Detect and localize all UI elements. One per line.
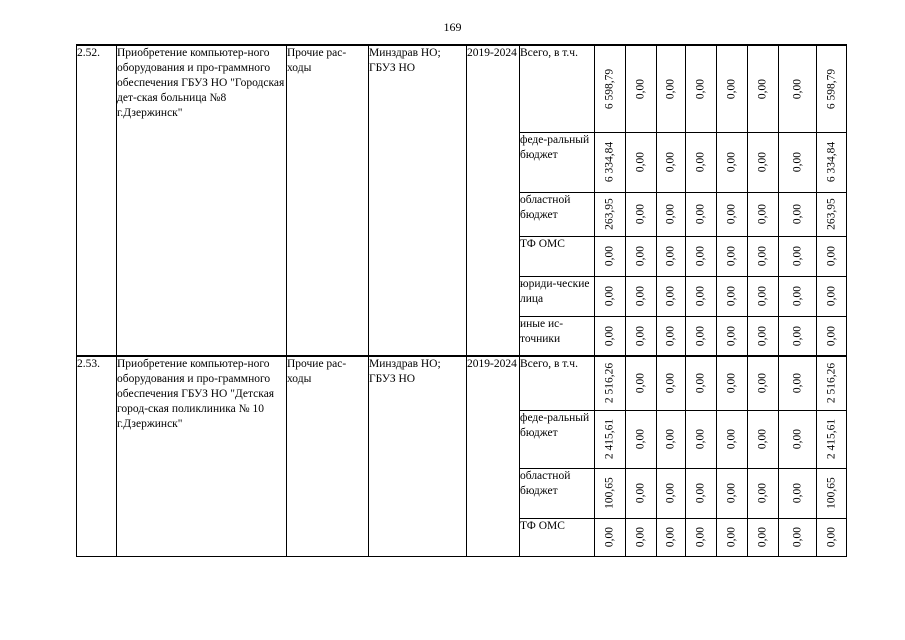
amount-value: 6 598,79 xyxy=(825,68,837,109)
amount-value: 0,00 xyxy=(825,526,837,548)
amount-value: 0,00 xyxy=(791,151,803,173)
amount-value: 263,95 xyxy=(603,198,616,230)
amount-value: 0,00 xyxy=(791,526,803,548)
amount-value: 0,00 xyxy=(791,78,803,99)
amount-value: 0,00 xyxy=(634,325,647,346)
amount-value: 0,00 xyxy=(725,373,738,394)
amount-value: 0,00 xyxy=(664,285,677,307)
amount-value: 0,00 xyxy=(694,325,707,346)
amount-value: 6 598,79 xyxy=(603,68,616,109)
amount-value: 0,00 xyxy=(664,203,677,225)
amount-cell xyxy=(595,236,626,276)
amount-value: 2 516,26 xyxy=(603,363,616,404)
amount-value: 0,00 xyxy=(756,373,769,394)
amount-cell xyxy=(748,132,779,192)
executor: Минздрав НО; ГБУЗ НО xyxy=(369,45,467,356)
amount-value: 0,00 xyxy=(634,373,647,394)
amount-cell xyxy=(717,192,748,236)
amount-cell xyxy=(717,410,748,468)
amount-cell xyxy=(686,192,717,236)
amount-value: 0,00 xyxy=(664,373,677,394)
amount-cell xyxy=(595,518,626,556)
amount-cell xyxy=(686,276,717,316)
amount-cell xyxy=(657,356,686,410)
amount-value: 0,00 xyxy=(634,482,647,504)
amount-value: 0,00 xyxy=(791,428,803,450)
amount-cell xyxy=(626,468,657,518)
amount-value: 0,00 xyxy=(725,285,738,307)
amount-cell xyxy=(717,45,748,132)
amount-value: 0,00 xyxy=(756,285,769,307)
page-number: 169 xyxy=(443,20,462,34)
amount-value: 0,00 xyxy=(725,325,738,346)
amount-cell xyxy=(779,468,817,518)
amount-value: 0,00 xyxy=(791,482,803,504)
amount-cell xyxy=(686,410,717,468)
amount-cell xyxy=(779,410,817,468)
amount-cell xyxy=(686,236,717,276)
amount-value: 0,00 xyxy=(694,373,707,394)
amount-cell xyxy=(686,518,717,556)
amount-value: 0,00 xyxy=(694,482,707,504)
amount-cell xyxy=(748,276,779,316)
amount-cell xyxy=(626,45,657,132)
amount-cell xyxy=(595,468,626,518)
amount-value: 0,00 xyxy=(603,245,616,267)
amount-cell xyxy=(686,316,717,356)
funding-source: иные ис-точники xyxy=(520,316,595,356)
amount-value: 2 415,61 xyxy=(603,418,616,460)
amount-cell xyxy=(779,45,817,132)
measure-name: Приобретение компьютер-ного оборудования и про-граммного обеспечения ГБУЗ НО "Городская дет-ская больница №8 г.Дзержинск" xyxy=(117,45,287,356)
amount-value: 0,00 xyxy=(664,482,677,504)
amount-cell xyxy=(686,356,717,410)
amount-value: 0,00 xyxy=(791,285,803,307)
amount-value: 0,00 xyxy=(725,245,738,267)
amount-cell xyxy=(626,410,657,468)
amount-cell xyxy=(626,192,657,236)
amount-value: 0,00 xyxy=(664,151,677,173)
amount-value: 0,00 xyxy=(694,203,707,225)
amount-cell xyxy=(817,132,847,192)
table-row xyxy=(77,45,847,132)
funding-source: ТФ ОМС xyxy=(520,236,595,276)
amount-value: 0,00 xyxy=(756,428,769,450)
amount-cell xyxy=(748,518,779,556)
amount-value: 0,00 xyxy=(756,203,769,225)
amount-cell xyxy=(686,45,717,132)
amount-value: 0,00 xyxy=(756,325,769,346)
amount-value: 0,00 xyxy=(825,285,837,307)
amount-cell xyxy=(626,518,657,556)
amount-value: 0,00 xyxy=(694,245,707,267)
executor: Минздрав НО; ГБУЗ НО xyxy=(369,356,467,556)
amount-cell xyxy=(686,132,717,192)
amount-cell xyxy=(626,236,657,276)
amount-value: 0,00 xyxy=(725,203,738,225)
amount-cell xyxy=(779,356,817,410)
amount-value: 0,00 xyxy=(634,245,647,267)
amount-value: 263,95 xyxy=(825,198,837,230)
amount-cell xyxy=(657,192,686,236)
amount-value: 0,00 xyxy=(756,526,769,548)
amount-cell xyxy=(717,356,748,410)
funding-source: юриди-ческие лица xyxy=(520,276,595,316)
expense-type: Прочие рас-ходы xyxy=(287,356,369,556)
amount-value: 0,00 xyxy=(694,151,707,173)
amount-value: 0,00 xyxy=(756,78,769,99)
amount-cell xyxy=(595,132,626,192)
amount-cell xyxy=(595,192,626,236)
amount-cell xyxy=(817,192,847,236)
amount-value: 0,00 xyxy=(664,78,677,99)
expense-type: Прочие рас-ходы xyxy=(287,45,369,356)
amount-value: 0,00 xyxy=(825,245,837,267)
amount-value: 0,00 xyxy=(694,78,707,99)
amount-cell xyxy=(748,192,779,236)
amount-value: 0,00 xyxy=(634,203,647,225)
amount-value: 0,00 xyxy=(694,526,707,548)
amount-cell xyxy=(748,316,779,356)
amount-cell xyxy=(595,45,626,132)
row-number: 2.52. xyxy=(77,45,117,356)
funding-source: областной бюджет xyxy=(520,468,595,518)
amount-cell xyxy=(817,518,847,556)
amount-value: 0,00 xyxy=(694,285,707,307)
funding-source: Всего, в т.ч. xyxy=(520,45,595,132)
amount-cell xyxy=(779,192,817,236)
amount-cell xyxy=(717,468,748,518)
period: 2019-2024 xyxy=(467,356,520,556)
budget-table xyxy=(76,44,847,557)
amount-value: 0,00 xyxy=(634,526,647,548)
funding-source: ТФ ОМС xyxy=(520,518,595,556)
amount-cell xyxy=(748,410,779,468)
amount-value: 0,00 xyxy=(634,285,647,307)
amount-cell xyxy=(817,316,847,356)
amount-cell xyxy=(657,276,686,316)
amount-cell xyxy=(657,236,686,276)
amount-value: 0,00 xyxy=(664,428,677,450)
amount-cell xyxy=(657,45,686,132)
amount-cell xyxy=(626,132,657,192)
amount-value: 0,00 xyxy=(791,245,803,267)
measure-name: Приобретение компьютер-ного оборудования и про-граммного обеспечения ГБУЗ НО "Детская город-ская поликлиника № 10 г.Дзержинск" xyxy=(117,356,287,556)
amount-cell xyxy=(657,132,686,192)
amount-cell xyxy=(717,276,748,316)
funding-source: Всего, в т.ч. xyxy=(520,356,595,410)
funding-source: феде-ральный бюджет xyxy=(520,410,595,468)
amount-value: 0,00 xyxy=(725,151,738,173)
amount-cell xyxy=(717,316,748,356)
period: 2019-2024 xyxy=(467,45,520,356)
amount-cell xyxy=(595,316,626,356)
amount-value: 6 334,84 xyxy=(825,141,837,183)
amount-cell xyxy=(717,518,748,556)
amount-cell xyxy=(748,356,779,410)
amount-cell xyxy=(595,410,626,468)
amount-cell xyxy=(657,410,686,468)
amount-cell xyxy=(817,356,847,410)
amount-value: 0,00 xyxy=(791,203,803,225)
amount-cell xyxy=(817,236,847,276)
amount-value: 0,00 xyxy=(791,325,803,346)
amount-value: 0,00 xyxy=(825,325,837,346)
amount-cell xyxy=(657,518,686,556)
amount-value: 6 334,84 xyxy=(603,141,616,183)
amount-cell xyxy=(817,45,847,132)
amount-cell xyxy=(779,236,817,276)
amount-value: 0,00 xyxy=(634,151,647,173)
amount-value: 0,00 xyxy=(694,428,707,450)
amount-cell xyxy=(717,236,748,276)
amount-value: 0,00 xyxy=(725,78,738,99)
amount-cell xyxy=(657,468,686,518)
funding-source: областной бюджет xyxy=(520,192,595,236)
amount-cell xyxy=(817,410,847,468)
amount-value: 0,00 xyxy=(634,78,647,99)
amount-cell xyxy=(779,132,817,192)
amount-cell xyxy=(657,316,686,356)
amount-cell xyxy=(717,132,748,192)
funding-source: феде-ральный бюджет xyxy=(520,132,595,192)
amount-value: 0,00 xyxy=(791,373,803,394)
amount-value: 0,00 xyxy=(756,245,769,267)
amount-value: 0,00 xyxy=(634,428,647,450)
amount-cell xyxy=(626,316,657,356)
amount-cell xyxy=(626,276,657,316)
amount-cell xyxy=(779,276,817,316)
amount-cell xyxy=(748,468,779,518)
amount-cell xyxy=(748,236,779,276)
amount-value: 0,00 xyxy=(725,526,738,548)
amount-value: 0,00 xyxy=(603,325,616,346)
amount-cell xyxy=(748,45,779,132)
amount-value: 0,00 xyxy=(603,526,616,548)
amount-cell xyxy=(686,468,717,518)
amount-value: 100,65 xyxy=(825,477,837,509)
amount-cell xyxy=(817,276,847,316)
amount-value: 0,00 xyxy=(725,482,738,504)
amount-value: 0,00 xyxy=(756,482,769,504)
amount-cell xyxy=(595,356,626,410)
amount-value: 0,00 xyxy=(725,428,738,450)
amount-value: 0,00 xyxy=(664,526,677,548)
amount-value: 0,00 xyxy=(664,245,677,267)
amount-cell xyxy=(626,356,657,410)
amount-value: 2 516,26 xyxy=(825,363,837,404)
amount-value: 2 415,61 xyxy=(825,418,837,460)
row-number: 2.53. xyxy=(77,356,117,556)
amount-cell xyxy=(595,276,626,316)
amount-value: 0,00 xyxy=(756,151,769,173)
amount-cell xyxy=(779,316,817,356)
amount-cell xyxy=(817,468,847,518)
amount-value: 0,00 xyxy=(664,325,677,346)
amount-value: 100,65 xyxy=(603,477,616,509)
amount-value: 0,00 xyxy=(603,285,616,307)
table-row xyxy=(77,356,847,410)
amount-cell xyxy=(779,518,817,556)
